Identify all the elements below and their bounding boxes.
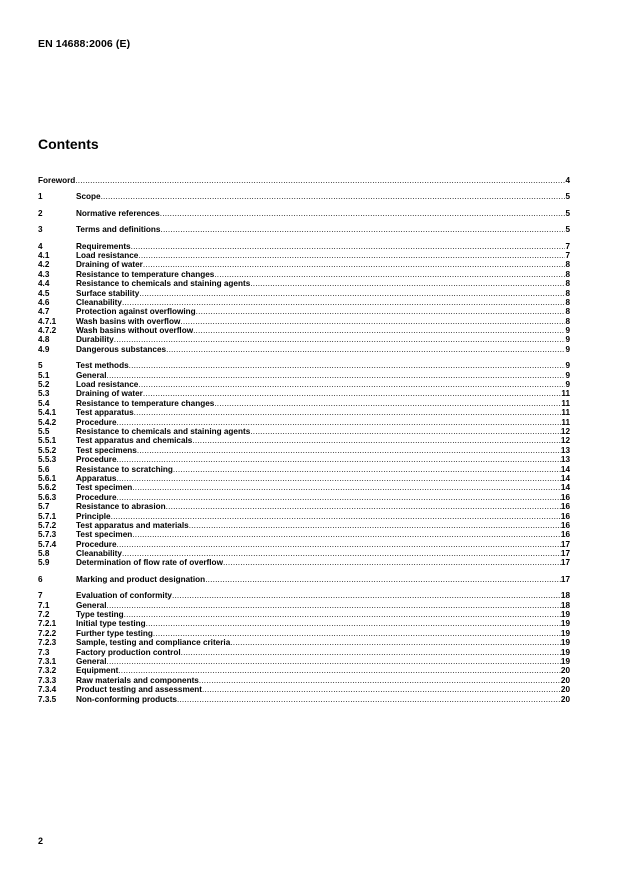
toc-entry[interactable]	[38, 530, 570, 539]
toc-entry-page: 20	[560, 666, 570, 676]
toc-dot-leader	[107, 601, 561, 610]
toc-entry-page: 12	[560, 426, 570, 436]
toc-entry[interactable]	[38, 685, 570, 694]
toc-entry-page: 9	[565, 344, 570, 354]
toc-entry-page: 9	[565, 335, 570, 345]
toc-dot-leader	[199, 676, 561, 685]
toc-entry-page: 13	[560, 445, 570, 455]
toc-entry-page: 9	[565, 380, 570, 390]
toc-entry-title: Resistance to temperature changes	[76, 269, 215, 279]
toc-entry[interactable]	[38, 289, 570, 298]
toc-entry[interactable]	[38, 657, 570, 666]
toc-entry-number: 4.7.1	[38, 316, 57, 326]
toc-entry-title: Durability	[76, 335, 114, 345]
toc-entry-number: 5.7.2	[38, 520, 57, 530]
toc-dot-leader	[111, 512, 561, 521]
toc-dot-leader	[124, 610, 561, 619]
toc-entry-page: 18	[560, 591, 570, 601]
toc-entry-title: Non-conforming products	[76, 694, 177, 704]
toc-entry-page: 7	[565, 241, 570, 251]
toc-entry[interactable]	[38, 638, 570, 647]
toc-entry-number: 5.7	[38, 502, 50, 512]
toc-dot-leader	[143, 260, 566, 269]
toc-dot-leader	[117, 474, 561, 483]
toc-entry-title: Further type testing	[76, 628, 153, 638]
toc-entry-page: 13	[560, 455, 570, 465]
toc-entry-page: 20	[560, 675, 570, 685]
toc-entry[interactable]	[38, 307, 570, 316]
toc-dot-leader	[122, 549, 561, 558]
toc-entry[interactable]	[38, 591, 570, 600]
toc-entry-title: Test specimens	[76, 445, 137, 455]
toc-dot-leader	[250, 427, 561, 436]
toc-entry-page: 14	[560, 483, 570, 493]
toc-entry-page: 5	[565, 192, 570, 202]
toc-dot-leader	[166, 502, 561, 511]
toc-entry-number: 5	[38, 361, 43, 371]
toc-entry-title: Wash basins with overflow	[76, 316, 181, 326]
toc-entry-page: 17	[560, 574, 570, 584]
toc-entry-page: 9	[565, 370, 570, 380]
toc-entry-page: 5	[565, 225, 570, 235]
toc-entry-number: 7.1	[38, 600, 50, 610]
toc-entry[interactable]	[38, 558, 570, 567]
toc-entry[interactable]	[38, 648, 570, 657]
toc-entry-number: 5.5	[38, 426, 50, 436]
toc-dot-leader	[132, 483, 561, 492]
toc-dot-leader	[137, 446, 561, 455]
toc-entry-page: 9	[565, 361, 570, 371]
toc-dot-leader	[214, 399, 561, 408]
toc-entry[interactable]	[38, 317, 570, 326]
toc-entry-title: Scope	[76, 192, 101, 202]
toc-entry-number: 4.7	[38, 307, 50, 317]
toc-dot-leader	[75, 176, 565, 185]
toc-entry[interactable]	[38, 502, 570, 511]
toc-entry[interactable]	[38, 512, 570, 521]
toc-entry-title: Test specimen	[76, 483, 133, 493]
toc-entry[interactable]	[38, 676, 570, 685]
toc-dot-leader	[146, 619, 561, 628]
toc-entry-page: 20	[560, 685, 570, 695]
toc-entry[interactable]	[38, 209, 570, 218]
toc-entry-page: 11	[561, 398, 570, 408]
toc-entry-title: Terms and definitions	[76, 225, 161, 235]
toc-entry-number: 5.5.1	[38, 436, 57, 446]
toc-dot-leader	[214, 270, 565, 279]
toc-entry-title: Procedure	[76, 539, 117, 549]
toc-entry-title: Sample, testing and compliance criteria	[76, 638, 231, 648]
toc-dot-leader	[153, 629, 561, 638]
toc-entry-page: 16	[560, 530, 570, 540]
toc-entry-number: 4.8	[38, 335, 50, 345]
table-of-contents	[38, 176, 570, 704]
toc-dot-leader	[250, 279, 565, 288]
toc-entry-number: 4.4	[38, 279, 50, 289]
toc-dot-leader	[193, 326, 565, 335]
toc-entry[interactable]	[38, 629, 570, 638]
toc-entry-page: 8	[565, 307, 570, 317]
toc-entry-page: 16	[560, 502, 570, 512]
toc-entry-title: Determination of flow rate of overflow	[76, 558, 223, 568]
toc-entry-page: 19	[560, 619, 570, 629]
toc-entry-title: Draining of water	[76, 260, 143, 270]
toc-entry[interactable]	[38, 575, 570, 584]
toc-entry-page: 11	[561, 389, 570, 399]
toc-entry-title: Requirements	[76, 241, 131, 251]
toc-entry[interactable]	[38, 298, 570, 307]
toc-entry-page: 17	[560, 539, 570, 549]
toc-entry-page: 19	[560, 610, 570, 620]
toc-entry-title: Cleanability	[76, 549, 122, 559]
toc-entry-page: 19	[560, 628, 570, 638]
toc-entry-number: 5.6.3	[38, 492, 57, 502]
toc-entry-title: Wash basins without overflow	[76, 326, 194, 336]
toc-dot-leader	[117, 418, 562, 427]
toc-entry[interactable]	[38, 610, 570, 619]
toc-dot-leader	[166, 345, 565, 354]
toc-entry-title: General	[76, 656, 107, 666]
toc-entry[interactable]	[38, 279, 570, 288]
toc-entry-title: Type testing	[76, 610, 124, 620]
toc-entry[interactable]	[38, 389, 570, 398]
toc-dot-leader	[132, 530, 561, 539]
toc-entry-number: 5.4	[38, 398, 50, 408]
toc-entry-page: 8	[565, 288, 570, 298]
toc-entry[interactable]	[38, 251, 570, 260]
toc-dot-leader	[172, 591, 561, 600]
toc-entry[interactable]	[38, 601, 570, 610]
toc-entry-title: Foreword	[38, 176, 76, 185]
toc-entry-number: 5.9	[38, 558, 50, 568]
toc-entry-title: Test specimen	[76, 530, 133, 540]
toc-entry-title: Test apparatus and chemicals	[76, 436, 193, 446]
toc-entry-page: 4	[565, 176, 570, 185]
document-id-header: EN 14688:2006 (E)	[38, 38, 131, 50]
toc-entry-number: 7.3	[38, 647, 50, 657]
toc-entry-number: 4.2	[38, 260, 50, 270]
toc-entry-number: 7	[38, 591, 43, 601]
toc-entry-number: 7.2	[38, 610, 50, 620]
toc-entry-number: 5.7.4	[38, 539, 57, 549]
toc-dot-leader	[181, 648, 561, 657]
toc-entry-page: 7	[565, 250, 570, 260]
toc-entry-page: 8	[565, 297, 570, 307]
toc-entry-page: 16	[560, 511, 570, 521]
toc-entry-number: 5.5.2	[38, 445, 57, 455]
toc-entry-title: Test apparatus and materials	[76, 520, 189, 530]
toc-entry-number: 5.6	[38, 464, 50, 474]
toc-entry[interactable]	[38, 436, 570, 445]
toc-entry-title: Principle	[76, 511, 111, 521]
toc-entry-page: 19	[560, 656, 570, 666]
toc-entry-number: 1	[38, 192, 43, 202]
toc-entry[interactable]	[38, 380, 570, 389]
toc-entry-number: 7.3.4	[38, 685, 57, 695]
toc-dot-leader	[117, 455, 561, 464]
toc-entry-number: 3	[38, 225, 43, 235]
toc-dot-leader	[114, 335, 566, 344]
toc-entry[interactable]	[38, 446, 570, 455]
contents-heading: Contents	[38, 136, 99, 152]
toc-entry-title: Dangerous substances	[76, 344, 167, 354]
toc-dot-leader	[160, 225, 565, 234]
toc-dot-leader	[143, 389, 561, 398]
toc-entry[interactable]	[38, 408, 570, 417]
toc-entry-number: 4.5	[38, 288, 50, 298]
toc-entry-page: 17	[560, 549, 570, 559]
toc-entry-page: 18	[560, 600, 570, 610]
toc-entry-title: Equipment	[76, 666, 119, 676]
toc-entry-title: Protection against overflowing	[76, 307, 196, 317]
toc-entry[interactable]	[38, 455, 570, 464]
toc-dot-leader	[101, 192, 566, 201]
toc-entry-number: 4.3	[38, 269, 50, 279]
toc-entry-page: 16	[560, 492, 570, 502]
toc-dot-leader	[160, 209, 566, 218]
toc-entry-number: 7.3.3	[38, 675, 57, 685]
toc-dot-leader	[180, 317, 565, 326]
toc-entry-number: 5.6.2	[38, 483, 57, 493]
toc-entry-title: Procedure	[76, 492, 117, 502]
toc-entry-title: General	[76, 600, 107, 610]
toc-entry-number: 5.5.3	[38, 455, 57, 465]
toc-entry-page: 12	[560, 436, 570, 446]
toc-entry[interactable]	[38, 225, 570, 234]
toc-entry-title: Procedure	[76, 455, 117, 465]
toc-dot-leader	[117, 493, 561, 502]
toc-entry[interactable]	[38, 493, 570, 502]
toc-entry[interactable]	[38, 521, 570, 530]
toc-entry-title: Normative references	[76, 208, 160, 218]
toc-entry-number: 4.7.2	[38, 326, 57, 336]
toc-entry[interactable]	[38, 270, 570, 279]
toc-dot-leader	[134, 408, 562, 417]
toc-entry-title: Product testing and assessment	[76, 685, 203, 695]
toc-dot-leader	[131, 242, 566, 251]
toc-entry-number: 5.3	[38, 389, 50, 399]
toc-entry-number: 5.7.3	[38, 530, 57, 540]
toc-entry-title: Resistance to chemicals and staining agents	[76, 426, 251, 436]
toc-dot-leader	[230, 638, 561, 647]
toc-dot-leader	[129, 361, 566, 370]
toc-entry[interactable]	[38, 335, 570, 344]
toc-dot-leader	[192, 436, 561, 445]
toc-entry-number: 7.3.5	[38, 694, 57, 704]
toc-entry[interactable]	[38, 619, 570, 628]
toc-entry-page: 11	[561, 408, 570, 418]
toc-entry[interactable]	[38, 695, 570, 704]
toc-dot-leader	[107, 657, 561, 666]
toc-entry-number: 5.4.2	[38, 417, 57, 427]
toc-entry-page: 8	[565, 279, 570, 289]
toc-entry-page: 14	[560, 473, 570, 483]
toc-entry-page: 19	[560, 638, 570, 648]
toc-entry-title: Marking and product designation	[76, 574, 206, 584]
toc-entry-page: 11	[561, 417, 570, 427]
toc-entry-title: Surface stability	[76, 288, 140, 298]
toc-entry-number: 7.2.3	[38, 638, 57, 648]
toc-entry-page: 20	[560, 694, 570, 704]
toc-entry-title: Raw materials and components	[76, 675, 199, 685]
toc-entry-title: Procedure	[76, 417, 117, 427]
toc-entry-page: 16	[560, 520, 570, 530]
toc-entry[interactable]	[38, 399, 570, 408]
toc-entry[interactable]	[38, 427, 570, 436]
toc-dot-leader	[107, 371, 566, 380]
toc-entry-title: Resistance to chemicals and staining agents	[76, 279, 251, 289]
toc-entry[interactable]	[38, 345, 570, 354]
toc-entry[interactable]	[38, 192, 570, 201]
toc-entry-title: Cleanability	[76, 297, 122, 307]
toc-entry[interactable]	[38, 540, 570, 549]
toc-entry-number: 6	[38, 574, 43, 584]
toc-dot-leader	[177, 695, 561, 704]
toc-entry-number: 5.4.1	[38, 408, 57, 418]
toc-entry-number: 7.2.2	[38, 628, 57, 638]
toc-dot-leader	[202, 685, 561, 694]
toc-entry-title: Factory production control	[76, 647, 181, 657]
toc-entry-number: 5.8	[38, 549, 50, 559]
toc-dot-leader	[138, 251, 565, 260]
toc-entry-number: 5.7.1	[38, 511, 57, 521]
toc-entry-number: 5.1	[38, 370, 50, 380]
toc-entry-number: 7.2.1	[38, 619, 57, 629]
toc-dot-leader	[173, 465, 561, 474]
toc-entry[interactable]	[38, 666, 570, 675]
toc-entry-page: 5	[565, 208, 570, 218]
toc-dot-leader	[223, 558, 561, 567]
toc-dot-leader	[205, 575, 561, 584]
toc-entry-title: Load resistance	[76, 250, 139, 260]
toc-entry-number: 7.3.2	[38, 666, 57, 676]
toc-entry-title: Resistance to scratching	[76, 464, 173, 474]
toc-entry-number: 4.1	[38, 250, 50, 260]
toc-dot-leader	[118, 666, 561, 675]
toc-entry-title: General	[76, 370, 107, 380]
toc-entry-title: Initial type testing	[76, 619, 146, 629]
page-number: 2	[38, 836, 44, 846]
toc-entry-title: Test apparatus	[76, 408, 134, 418]
toc-entry[interactable]	[38, 361, 570, 370]
toc-entry-number: 2	[38, 208, 43, 218]
toc-entry-page: 14	[560, 464, 570, 474]
toc-entry-number: 5.6.1	[38, 473, 57, 483]
toc-entry-page: 17	[560, 558, 570, 568]
toc-entry[interactable]	[38, 176, 570, 185]
toc-entry[interactable]	[38, 260, 570, 269]
toc-dot-leader	[189, 521, 561, 530]
toc-entry-title: Draining of water	[76, 389, 143, 399]
toc-entry-number: 7.3.1	[38, 656, 57, 666]
toc-dot-leader	[122, 298, 565, 307]
toc-entry-number: 4	[38, 241, 43, 251]
toc-entry-page: 9	[565, 326, 570, 336]
toc-entry[interactable]	[38, 242, 570, 251]
toc-entry[interactable]	[38, 418, 570, 427]
toc-entry-title: Evaluation of conformity	[76, 591, 172, 601]
toc-dot-leader	[117, 540, 561, 549]
toc-entry-title: Resistance to abrasion	[76, 502, 166, 512]
toc-entry-number: 4.6	[38, 297, 50, 307]
toc-entry-page: 8	[565, 260, 570, 270]
toc-entry[interactable]	[38, 483, 570, 492]
toc-entry[interactable]	[38, 465, 570, 474]
toc-entry-page: 19	[560, 647, 570, 657]
toc-entry-title: Apparatus	[76, 473, 117, 483]
toc-entry-title: Test methods	[76, 361, 129, 371]
toc-entry[interactable]	[38, 326, 570, 335]
toc-entry-title: Resistance to temperature changes	[76, 398, 215, 408]
toc-entry-number: 5.2	[38, 380, 50, 390]
toc-entry-page: 8	[565, 316, 570, 326]
toc-dot-leader	[139, 289, 565, 298]
toc-entry[interactable]	[38, 549, 570, 558]
toc-dot-leader	[196, 307, 566, 316]
toc-entry-number: 4.9	[38, 344, 50, 354]
toc-entry-page: 8	[565, 269, 570, 279]
toc-entry[interactable]	[38, 474, 570, 483]
toc-entry[interactable]	[38, 371, 570, 380]
toc-dot-leader	[138, 380, 565, 389]
toc-entry-title: Load resistance	[76, 380, 139, 390]
